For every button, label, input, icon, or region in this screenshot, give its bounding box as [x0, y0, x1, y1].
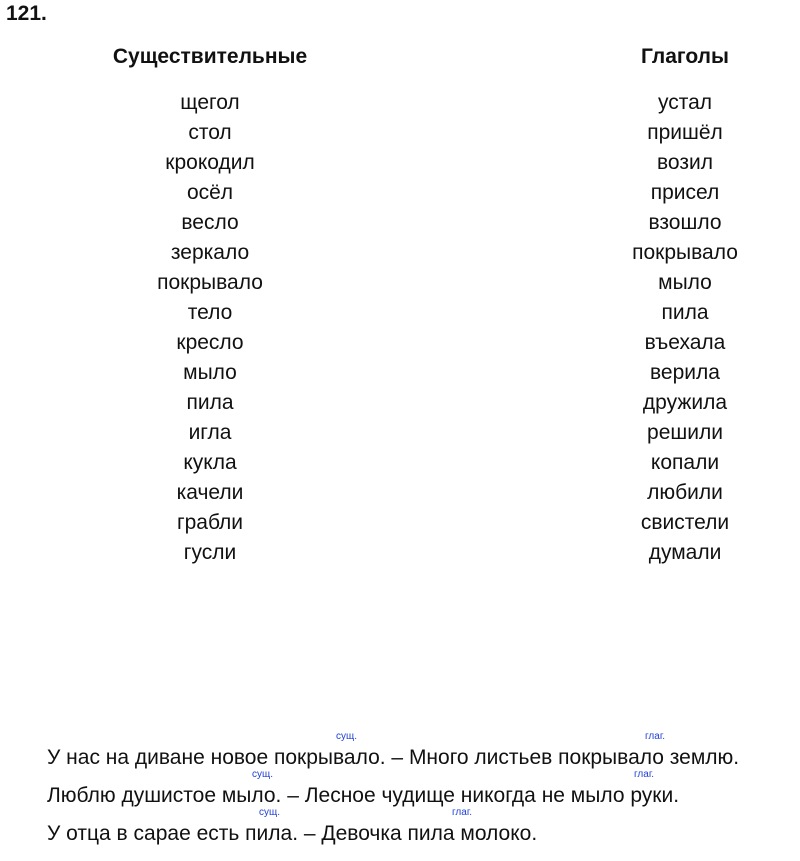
verb-word: дружила	[642, 391, 728, 414]
verb-word: возил	[657, 151, 713, 174]
noun-annotation: сущ.	[252, 769, 274, 780]
noun-annotation: сущ.	[336, 731, 358, 742]
verb-word: свистели	[640, 511, 730, 534]
verb-word: въехала	[644, 331, 726, 354]
noun-word: крокодил	[165, 151, 255, 174]
example-sentences	[47, 733, 797, 847]
verb-word: устал	[657, 91, 713, 114]
verb-annotation: глаг.	[452, 807, 473, 818]
noun-word: осёл	[186, 181, 234, 204]
verb-word: решили	[647, 421, 723, 444]
verb-word: взошло	[648, 211, 722, 234]
verb-word: верила	[650, 361, 720, 384]
sentence-line	[47, 809, 797, 847]
noun-word: качели	[176, 481, 244, 504]
verb-annotation: глаг.	[645, 731, 666, 742]
sentence-line	[47, 733, 797, 771]
noun-word: игла	[188, 421, 232, 444]
verbs-header: Глаголы	[641, 45, 729, 68]
noun-word: щегол	[180, 91, 240, 114]
verb-word: любили	[647, 481, 723, 504]
noun-word: покрывало	[157, 271, 263, 294]
verbs-list	[565, 83, 800, 572]
sentence-text: Люблю душистое мыло. – Лесное чудище никогда не мыло руки.	[47, 784, 680, 807]
verb-word: думали	[648, 541, 722, 564]
noun-word: стол	[188, 121, 232, 144]
noun-word: гусли	[183, 541, 237, 564]
noun-word: кресло	[176, 331, 244, 354]
nouns-column	[90, 44, 330, 572]
noun-word: весло	[181, 211, 239, 234]
verb-word: пила	[661, 301, 709, 324]
noun-word: тело	[187, 301, 233, 324]
sentence-text: У нас на диване новое покрывало. – Много листьев покрывало землю.	[47, 746, 740, 769]
noun-word: мыло	[183, 361, 237, 384]
verb-word: покрывало	[632, 241, 738, 264]
verb-word: копали	[650, 451, 720, 474]
sentence-line	[47, 771, 797, 809]
noun-word: пила	[186, 391, 234, 414]
verbs-column	[565, 44, 800, 572]
noun-word: грабли	[176, 511, 244, 534]
noun-annotation: сущ.	[259, 807, 281, 818]
nouns-header: Существительные	[112, 45, 308, 68]
sentence-text: У отца в сарае есть пила. – Девочка пила молоко.	[47, 822, 538, 845]
verb-annotation: глаг.	[634, 769, 655, 780]
verb-word: присел	[650, 181, 720, 204]
nouns-list	[90, 83, 330, 572]
verb-word: мыло	[658, 271, 712, 294]
verb-word: пришёл	[647, 121, 723, 144]
exercise-number: 121.	[6, 2, 47, 25]
noun-word: кукла	[183, 451, 237, 474]
noun-word: зеркало	[170, 241, 250, 264]
